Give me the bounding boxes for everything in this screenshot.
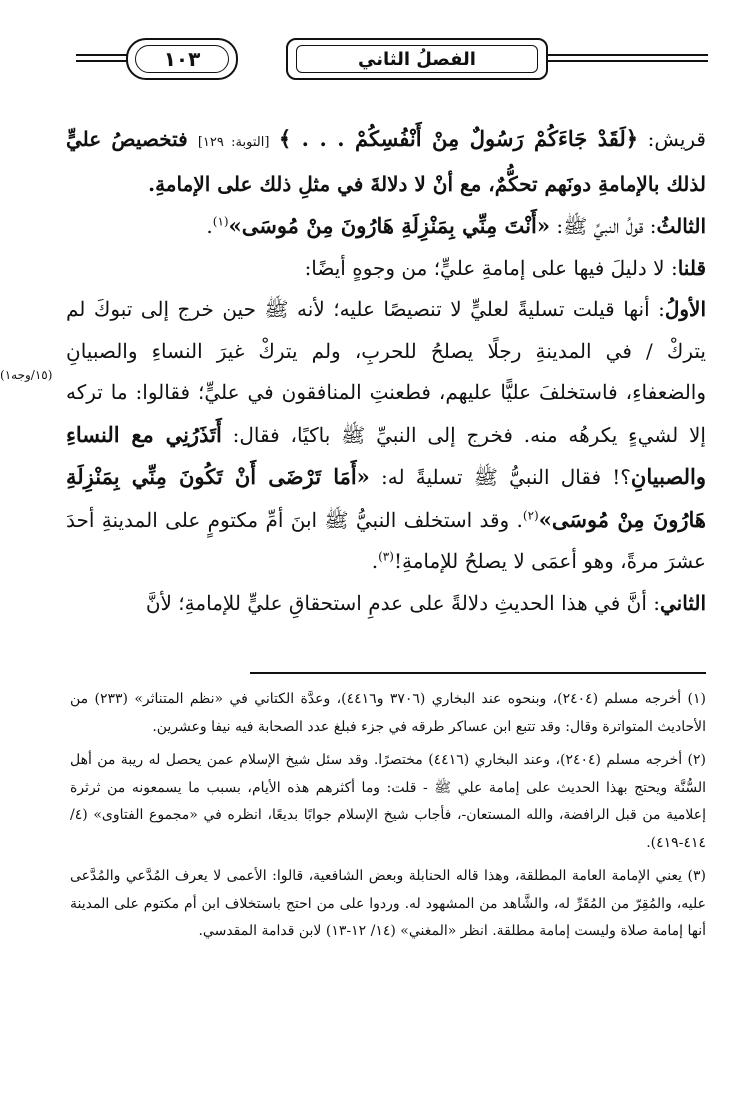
p2-end: . [206,214,213,238]
p3-label: قلنا [677,255,706,280]
hadith-quote-1: «أَنْتَ مِنِّي بِمَنْزِلَةِ هَارُونَ مِنْ مُوسَى» [228,213,550,238]
p3-text: : لا دليلَ فيها على إمامةِ عليٍّ؛ من وجوهٍ أيضًا: [304,255,678,280]
page-number-frame [126,38,238,80]
header-rule-right-top [536,54,708,56]
paragraph-1 [66,118,706,205]
footnote-ref-3: (٣) [378,549,394,564]
quran-reference: [التوبة: ١٢٩] [197,135,270,150]
p4-text-b: ؟! فقال النبيُّ ﷺ تسليةً له: [369,465,631,489]
quran-quote: ﴿لَقَدْ جَاءَكُمْ رَسُولٌ مِنْ أَنْفُسِكُمْ . . . ﴾ [278,126,639,151]
p1-text-a: قريش: [638,127,706,151]
p4-text-a: : أنها قيلت تسليةً لعليٍّ لا تنصيصًا عليه؛ لأنه ﷺ حين خرج إلى تبوكَ لم يتركْ / في المدينةِ رجلًا يصلحُ للحربِ، ولم يتركْ غيرَ النساءِ والصبيانِ والضعفاءِ، فاستخلفَ عليًّا عليهم، فطعنتِ المنافقون في عليٍّ؛ فقالوا: ما تركه إلا لشيءٍ يكرهُه منه. فخرج إلى النبيِّ ﷺ باكيًا، فقال: [66,297,706,447]
paragraph-3 [66,248,706,290]
hadith-quote-2: «أَمَا تَرْضَى أَنْ تَكُونَ مِنِّي بِمَنْزِلَةِ هَارُونَ مِنْ مُوسَى» [66,464,706,532]
p1-text-b: فتخصيصُ عليٍّ لذلك بالإمامةِ دونَهم تحكُّمٌ، مع أنْ لا دلالةَ في مثلِ ذلك على الإمامةِ. [66,127,706,196]
p2-label: الثالثُ [656,214,706,238]
p5-label: الثاني [659,590,706,615]
footnote-ref-2: (٢) [522,507,539,522]
footnote-ref-1: (١) [212,214,229,229]
page-number: ١٠٣ [135,45,229,73]
p2-text: : قولُ النبيِّ ﷺ: [549,214,657,238]
main-text [66,118,706,624]
page-header [68,38,708,98]
p4-label: الأولُ [664,297,706,321]
footnote-3: (٣) يعني الإمامة العامة المطلقة، وهذا قاله الحنابلة وبعض الشافعية، قالوا: الأعمى لا يعرف المُدَّعي والمُدَّعى عليه، والمُقِرّ من المُقَرِّ له، والشَّاهد من المشهود له. وردوا على من احتج باستخلاف ابن أم مكتوم على المدينة أنها إمامة صلاة وليست إمامة مطلقة. انظر «المغني» (١٤/ ١٢-١٣) لابن قدامة المقدسي. [70,868,706,939]
footnote-2: (٢) أخرجه مسلم (٢٤٠٤)، وعند البخاري (٤٤١٦) مختصرًا. وقد سئل شيخ الإسلام عمن يحصل له ريبة من أهل السُّنَّة ويحتج بهذا الحديث على إمامة علي ﷺ - قلت: وما أكثرهم هذه الأيام، بسبب ما يسمعونه من ثرثرة إعلامية من قبل الرافضة، والله المستعان-، فأجاب شيخ الإسلام جوابًا بديعًا، انظره في «مجموع الفتاوى» (٤/ ٤١٤-٤١٩). [70,752,706,851]
margin-note: (١٥/وجه١) [0,368,53,382]
footnote-separator [250,672,706,674]
chapter-title-frame [286,38,548,80]
p5-text: : أنَّ في هذا الحديثِ دلالةً على عدمِ استحقاقِ عليٍّ للإمامةِ؛ لأنَّ [145,590,660,615]
p4-quote-1: أَتَذَرُنِي مع النساءِ والصبيانِ [66,421,706,489]
chapter-title: الفصلُ الثاني [296,45,538,73]
p4-text-c: . وقد استخلف النبيُّ ﷺ ابنَ أمِّ مكتومٍ على المدينةِ أحدَ عشرَ مرةً، وهو أعمَى لا يصلحُ للإمامةِ! [66,507,706,573]
paragraph-4 [66,289,706,583]
paragraph-2 [66,205,706,248]
footnotes [70,686,706,952]
paragraph-5 [66,583,706,625]
p4-end: . [371,549,379,573]
footnote-1: (١) أخرجه مسلم (٢٤٠٤)، وبنحوه عند البخاري (٣٧٠٦ و٤٤١٦)، وعدَّة الكتاني في «نظم المتناثر» (٢٣٣) من الأحاديث المتواترة وقال: وقد تتبع ابن عساكر طرقه في جزء فبلغ عدد الصحابة فيه نيفا وعشرين. [70,691,707,735]
header-rule-right-bottom [536,60,708,62]
